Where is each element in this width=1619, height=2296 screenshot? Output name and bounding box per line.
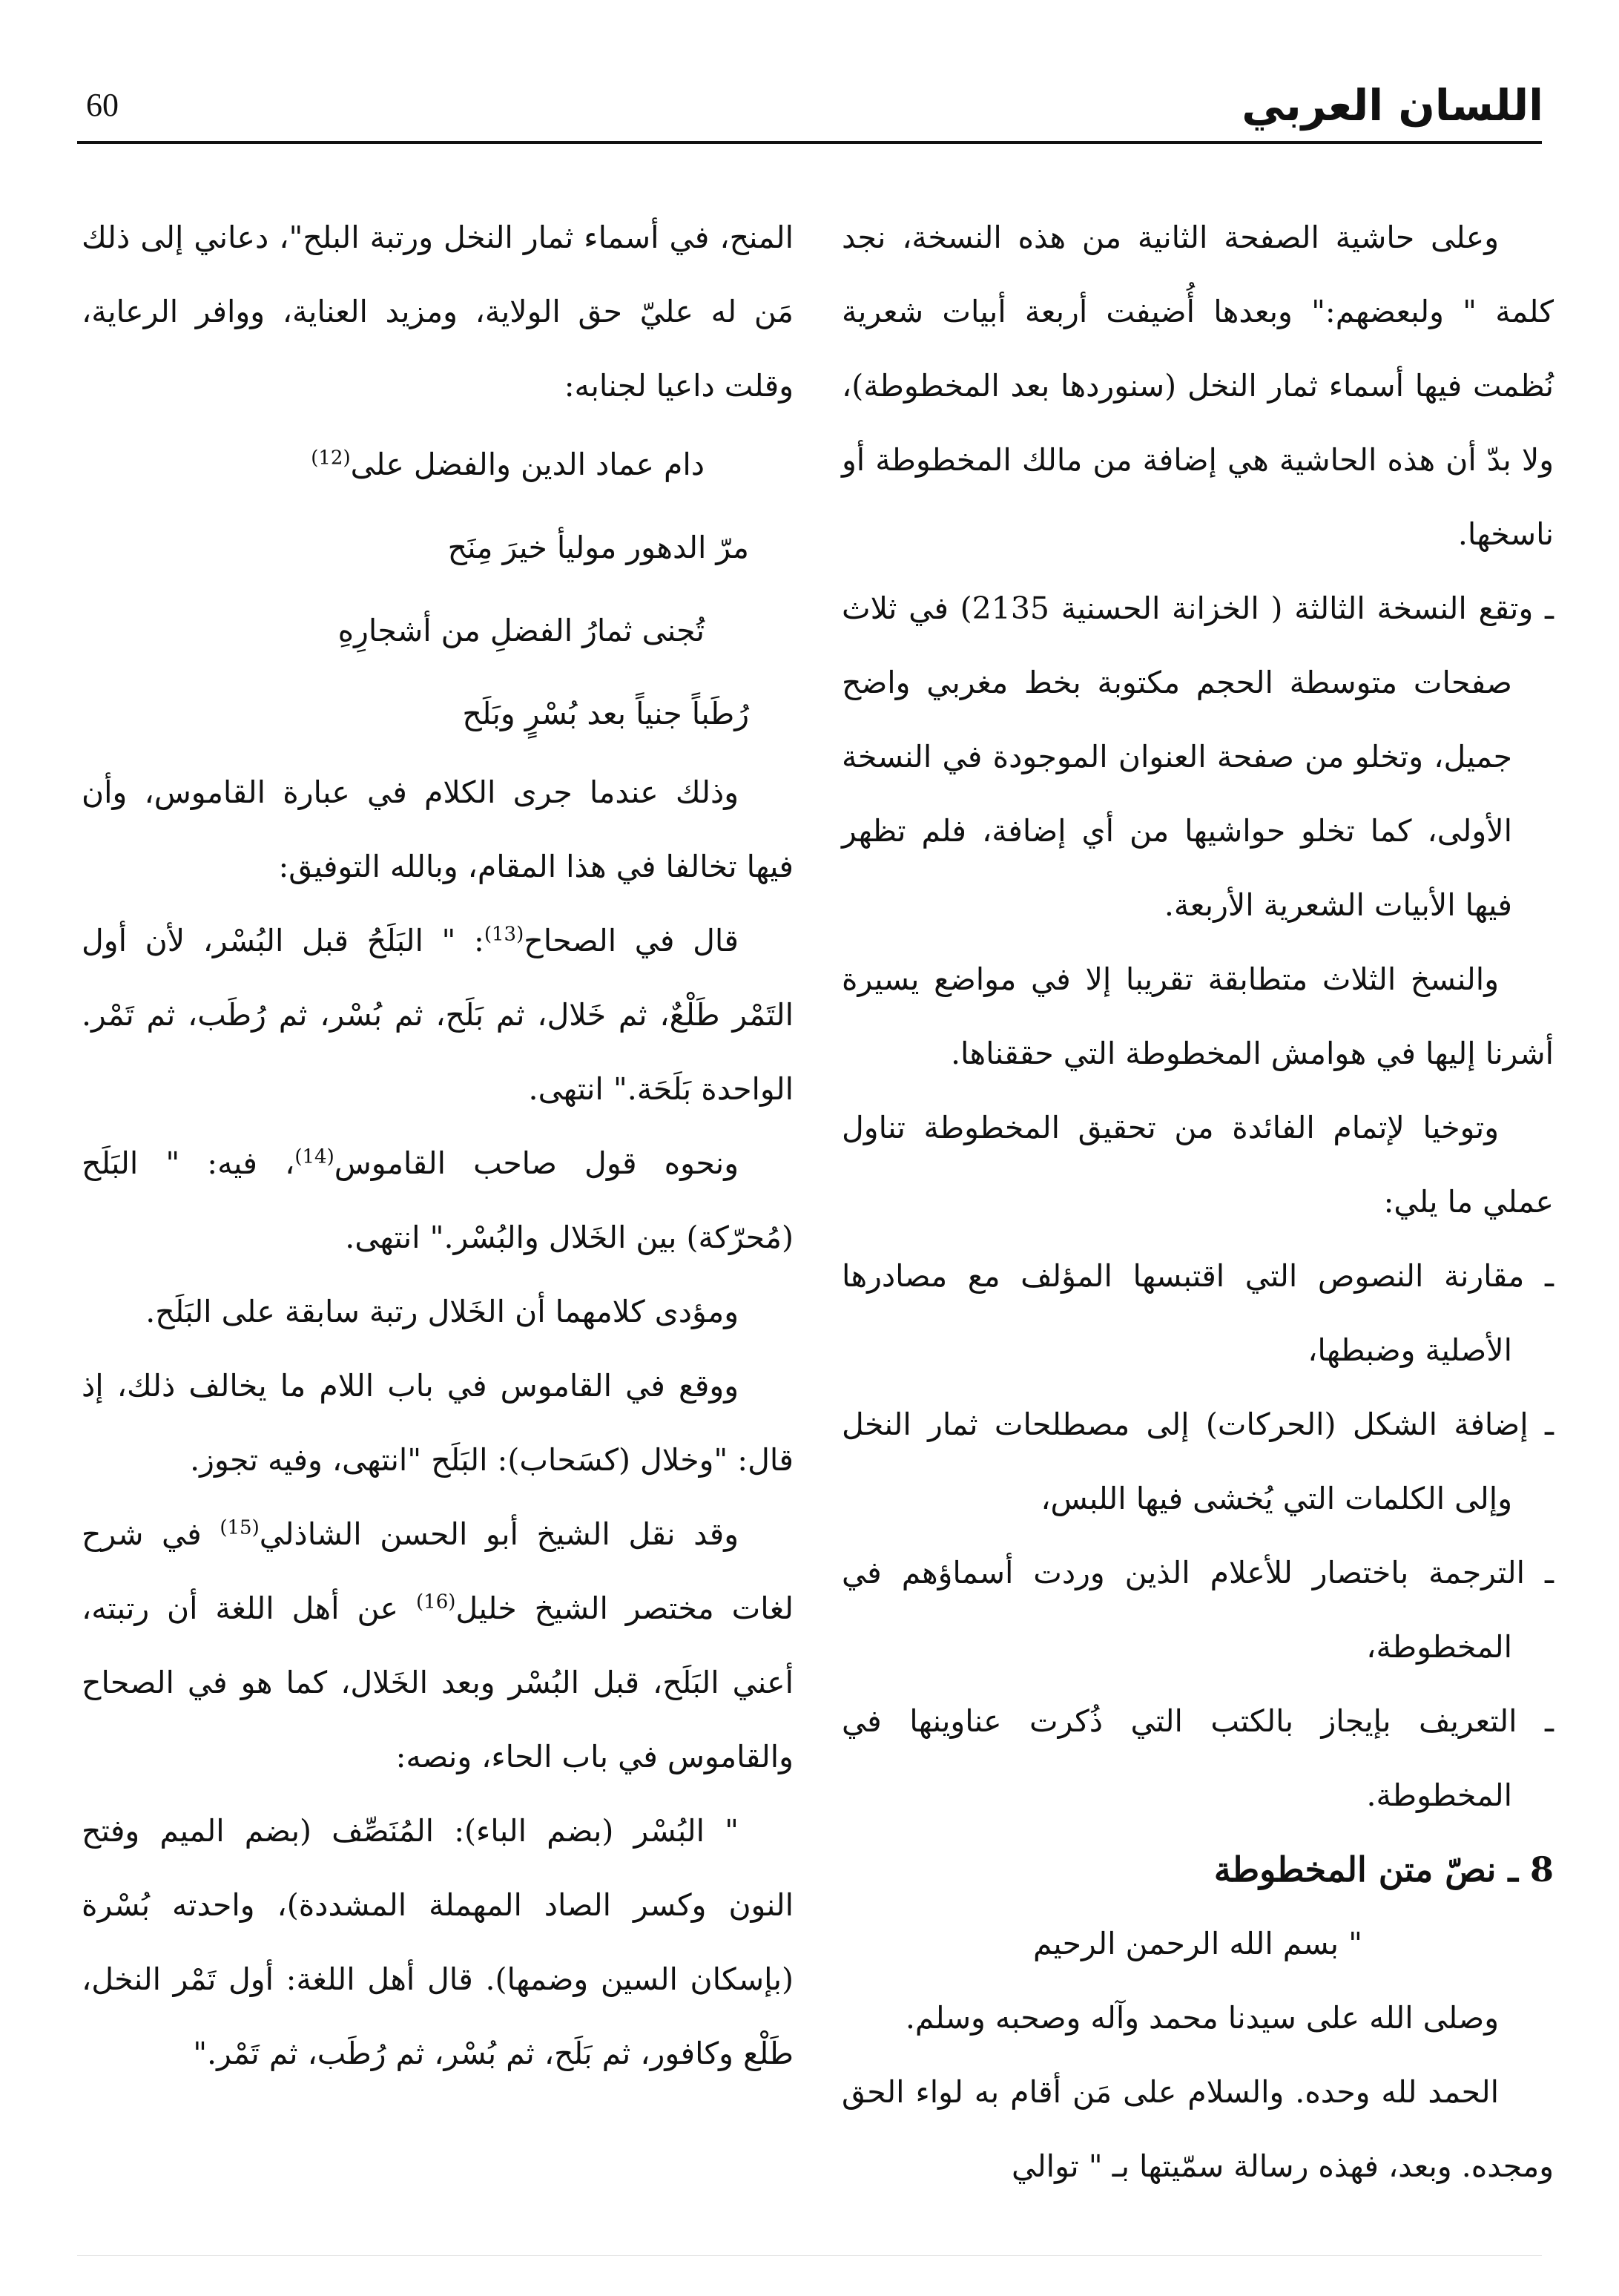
paragraph: والنسخ الثلاث متطابقة تقريبا إلا في مواضع يسيرة أشرنا إليها في هوامش المخطوطة التي حققناها. bbox=[842, 961, 1554, 1071]
text: ونحوه قول صاحب القاموس bbox=[334, 1145, 739, 1181]
text: في شرح لغات مختصر الشيخ خليل bbox=[82, 1516, 794, 1626]
page-bottom-edge bbox=[77, 2255, 1542, 2256]
paragraph: وصلى الله على سيدنا محمد وآله وصحبه وسلم. bbox=[905, 2000, 1499, 2036]
paragraph: وتوخيا لإتمام الفائدة من تحقيق المخطوطة تناول عملي ما يلي: bbox=[842, 1110, 1554, 1220]
footnote-ref: (14) bbox=[294, 1145, 334, 1168]
paragraph: ـ وتقع النسخة الثالثة ( الخزانة الحسنية 2135) في ثلاث صفحات متوسطة الحجم مكتوبة بخط مغربي واضح جميل، وتخلو من صفحة العنوان الموجودة في النسخة الأولى، كما تخلو حواشيها من أي إضافة، فلم تظهر فيها الأبيات الشعرية الأربعة. bbox=[842, 591, 1554, 923]
footnote-ref: (13) bbox=[484, 923, 524, 946]
footnote-ref: (12) bbox=[311, 447, 351, 470]
paragraph bbox=[82, 1126, 794, 1274]
section-heading: 8 ـ نصّ متن المخطوطة bbox=[1213, 1849, 1554, 1889]
footnote-ref: (16) bbox=[416, 1591, 456, 1614]
verse-line bbox=[82, 423, 794, 506]
journal-title-logo: اللسان العربي bbox=[1242, 80, 1543, 131]
header-rule bbox=[77, 141, 1542, 144]
paragraph: ووقع في القاموس في باب اللام ما يخالف ذلك، إذ قال: "وخلال (كسَحاب): البَلَح "انتهى، وفيه تجوز. bbox=[82, 1368, 794, 1478]
verse-line: رُطَباً جنياً بعد بُسْرٍ وبَلَح bbox=[462, 696, 749, 731]
verse-line: تُجنى ثمارُ الفضلِ من أشجارِهِ bbox=[337, 613, 705, 648]
basmala: " بسم الله الرحمن الرحيم bbox=[1033, 1926, 1362, 1961]
list-item: ـ إضافة الشكل (الحركات) إلى مصطلحات ثمار النخل وإلى الكلمات التي يُخشى فيها اللبس، bbox=[842, 1407, 1554, 1516]
text: : " البَلَحُ قبل البُسْر، لأن أول التَمْر طَلْعٌ، ثم خَلال، ثم بَلَح، ثم بُسْر، ثم رُطَب، ثم تَمْر. الواحدة بَلَحَة." انتهى. bbox=[82, 923, 794, 1107]
text: وقد نقل الشيخ أبو الحسن الشاذلي bbox=[259, 1516, 739, 1552]
verse-line: مرّ الدهور موليأ خيرَ مِنَح bbox=[447, 530, 749, 565]
text: عن أهل اللغة أن رتبته، أعني البَلَح، قبل البُسْر وبعد الخَلال، كما هو في الصحاح والقاموس في باب الحاء، ونصه: bbox=[82, 1591, 794, 1774]
text: قال في الصحاح bbox=[524, 923, 739, 958]
paragraph: " البُسْر (بضم الباء): المُنَصِّف (بضم الميم وفتح النون وكسر الصاد المهملة المشددة)، واحدته بُسْرة (بإسكان السين وضمها). قال أهل اللغة: أول تَمْر النخل، طَلْع وكافور، ثم بَلَح، ثم بُسْر، ثم رُطَب، ثم تَمْر." bbox=[82, 1813, 794, 2071]
paragraph: وذلك عندما جرى الكلام في عبارة القاموس، وأن فيها تخالفا في هذا المقام، وبالله التوفيق: bbox=[82, 774, 794, 884]
list-item: ـ الترجمة باختصار للأعلام الذين وردت أسماؤهم في المخطوطة، bbox=[842, 1555, 1554, 1665]
right-column bbox=[842, 200, 1554, 2203]
footnote-ref: (15) bbox=[220, 1516, 260, 1539]
paragraph: وعلى حاشية الصفحة الثانية من هذه النسخة، نجد كلمة " ولبعضهم:" وبعدها أُضيفت أربعة أبيات شعرية نُظمت فيها أسماء ثمار النخل (سنوردها بعد المخطوطة)، ولا بدّ أن هذه الحاشية هي إضافة من مالك المخطوطة أو ناسخها. bbox=[842, 220, 1554, 552]
verse-text: دام عماد الدين والفضل على bbox=[350, 447, 705, 482]
paragraph bbox=[82, 904, 794, 1126]
text: ، فيه: " البَلَح (مُحرّكة) بين الخَلال والبُسْر." انتهى. bbox=[82, 1145, 794, 1255]
list-item: ـ مقارنة النصوص التي اقتبسها المؤلف مع مصادرها الأصلية وضبطها، bbox=[842, 1258, 1554, 1368]
paragraph: الحمد لله وحده. والسلام على مَن أقام به لواء الحق ومجده. وبعد، فهذه رسالة سمّيتها بـ " توالي bbox=[842, 2074, 1554, 2184]
list-item: ـ التعريف بإيجاز بالكتب التي ذُكرت عناوينها في المخطوطة. bbox=[842, 1703, 1554, 1813]
paragraph: المنح، في أسماء ثمار النخل ورتبة البلح"، دعاني إلى ذلك مَن له عليّ حق الولاية، ومزيد العناية، ووافر الرعاية، وقلت داعيا لجنابه: bbox=[82, 220, 794, 404]
page-number: 60 bbox=[86, 87, 119, 123]
left-column bbox=[82, 200, 794, 2091]
paragraph bbox=[82, 1497, 794, 1794]
paragraph: ومؤدى كلامهما أن الخَلال رتبة سابقة على البَلَح. bbox=[145, 1294, 739, 1329]
